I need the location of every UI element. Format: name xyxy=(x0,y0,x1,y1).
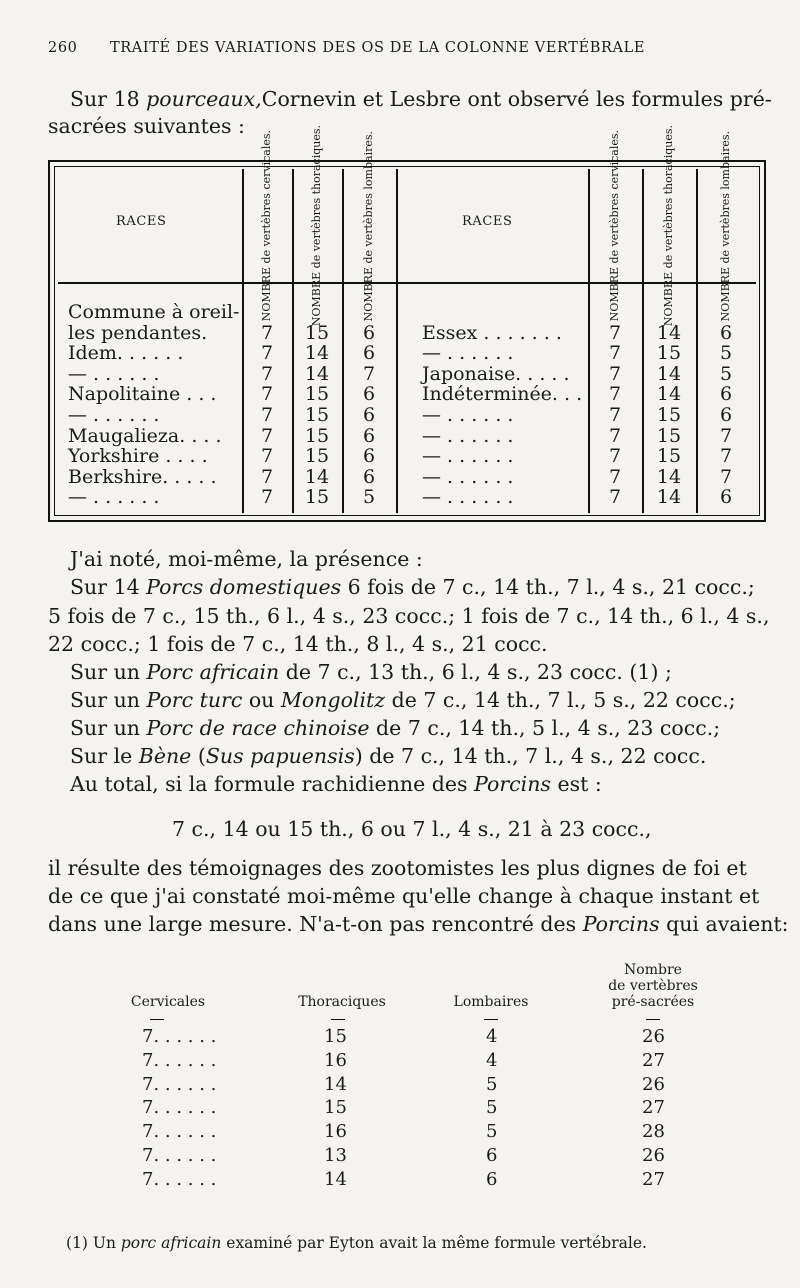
thoraciques-cell: 16 xyxy=(324,1121,347,1143)
race-name: les pendantes. xyxy=(68,321,208,344)
nombre-cell: 27 xyxy=(642,1168,665,1190)
cervicales-value: 7 xyxy=(260,342,274,365)
race-name: Essex . . . . . . . xyxy=(422,321,562,344)
race-name: — . . . . . . xyxy=(422,404,514,426)
thoraciques-cell: 14 xyxy=(324,1073,347,1095)
race-name: Idem. . . . . . xyxy=(68,342,184,365)
lombaires-value: 5 xyxy=(719,362,733,385)
nombre-cell: 26 xyxy=(642,1026,665,1047)
thoraciques-cell: 15 xyxy=(324,1097,347,1119)
cervicales-cell: 7. . . . . . xyxy=(142,1049,217,1071)
text-line: J'ai noté, moi-même, la présence : xyxy=(70,547,423,571)
text-line: Sur 14 Porcs domestiques 6 fois de 7 c., 14 th., 7 l., 4 s., 21 cocc.; xyxy=(70,575,755,599)
cervicales-cell: 7. . . . . . xyxy=(142,1097,217,1119)
lombaires-cell: 4 xyxy=(486,1026,498,1047)
lombaires-cell: 4 xyxy=(486,1049,498,1071)
nombre-cell: 27 xyxy=(642,1097,665,1119)
cervicales-cell: 7. . . . . . xyxy=(142,1145,217,1166)
lombaires-cell: 5 xyxy=(486,1097,498,1119)
nombre-cell: 27 xyxy=(642,1049,665,1071)
col-lombaires-header: Lombaires xyxy=(453,994,529,1010)
header-rule xyxy=(396,282,588,284)
race-name: Indéterminée. . . xyxy=(422,383,583,406)
lombaires-value: 6 xyxy=(362,424,376,447)
lombaires-value: 6 xyxy=(362,465,376,488)
lombaires-value: 7 xyxy=(362,362,376,385)
race-name: Berkshire. . . . . xyxy=(68,465,217,488)
lombaires-value: 6 xyxy=(719,321,733,344)
cervicales-value: 7 xyxy=(260,321,274,344)
thoraciques-cell: 16 xyxy=(324,1049,347,1071)
text-line: Sur un Porc turc ou Mongolitz de 7 c., 14 th., 7 l., 5 s., 22 cocc.; xyxy=(70,688,736,712)
cervicales-value: 7 xyxy=(260,465,274,488)
thoraciques-value: 14 xyxy=(304,465,330,488)
lombaires-value: 6 xyxy=(362,404,376,426)
formula: 7 c., 14 ou 15 th., 6 ou 7 l., 4 s., 21 à 23 cocc., xyxy=(172,817,652,841)
running-header xyxy=(48,40,768,56)
thoraciques-value: 15 xyxy=(656,342,682,365)
lombaires-header: NOMBRE de vertèbres lombaires. xyxy=(719,130,732,322)
thoraciques-value: 15 xyxy=(656,424,682,447)
thoraciques-cell: 15 xyxy=(324,1026,347,1047)
race-name: — . . . . . . xyxy=(68,486,160,509)
cervicales-value: 7 xyxy=(260,424,274,447)
text-line: Sur le Bène (Sus papuensis) de 7 c., 14 th., 7 l., 4 s., 22 cocc. xyxy=(70,744,707,768)
text-line: Au total, si la formule rachidienne des Porcins est : xyxy=(70,772,602,796)
race-name: Napolitaine . . . xyxy=(68,383,217,406)
lombaires-value: 5 xyxy=(719,342,733,365)
cervicales-header: NOMBRE de vertèbres cervicales. xyxy=(608,130,621,322)
thoraciques-value: 14 xyxy=(656,362,682,385)
lombaires-value: 6 xyxy=(362,321,376,344)
cervicales-value: 7 xyxy=(608,445,622,468)
race-name: — . . . . . . xyxy=(422,445,514,468)
race-name: Maugalieza. . . . xyxy=(68,424,222,447)
cervicales-header: NOMBRE de vertèbres cervicales. xyxy=(260,130,273,322)
cervicales-value: 7 xyxy=(608,486,622,509)
thoraciques-value: 15 xyxy=(304,404,330,426)
lombaires-value: 6 xyxy=(362,445,376,468)
race-name: — . . . . . . xyxy=(422,424,514,447)
thoraciques-value: 15 xyxy=(304,486,330,509)
race-name: — . . . . . . xyxy=(68,362,160,385)
cervicales-cell: 7. . . . . . xyxy=(142,1026,217,1047)
intro-line-2: sacrées suivantes : xyxy=(48,114,245,138)
thoraciques-header: NOMBRE de vertèbres thoraciques. xyxy=(662,125,675,327)
dash xyxy=(331,1019,345,1020)
nombre-cell: 26 xyxy=(642,1145,665,1166)
nombre-cell: 26 xyxy=(642,1073,665,1095)
race-name: Yorkshire . . . . xyxy=(68,445,208,468)
lombaires-value: 6 xyxy=(719,383,733,406)
lombaires-cell: 6 xyxy=(486,1145,498,1166)
lombaires-value: 5 xyxy=(362,486,376,509)
col-cervicales-header: Cervicales xyxy=(130,994,206,1010)
cervicales-cell: 7. . . . . . xyxy=(142,1073,217,1095)
lombaires-header: NOMBRE de vertèbres lombaires. xyxy=(362,130,375,322)
race-name: — . . . . . . xyxy=(422,342,514,365)
text-line: Sur un Porc africain de 7 c., 13 th., 6 l., 4 s., 23 cocc. (1) ; xyxy=(70,660,672,684)
races-header-left: RACES xyxy=(116,214,167,229)
race-name: — . . . . . . xyxy=(68,404,160,426)
cervicales-value: 7 xyxy=(608,465,622,488)
thoraciques-value: 15 xyxy=(304,424,330,447)
thoraciques-cell: 14 xyxy=(324,1168,347,1190)
text-line: 22 cocc.; 1 fois de 7 c., 14 th., 8 l., 4 s., 21 cocc. xyxy=(48,632,548,656)
cervicales-value: 7 xyxy=(608,383,622,406)
thoraciques-value: 15 xyxy=(304,445,330,468)
text-line: 5 fois de 7 c., 15 th., 6 l., 4 s., 23 cocc.; 1 fois de 7 c., 14 th., 6 l., 4 s., xyxy=(48,604,770,628)
lombaires-value: 7 xyxy=(719,445,733,468)
cervicales-value: 7 xyxy=(260,486,274,509)
lombaires-cell: 5 xyxy=(486,1121,498,1143)
lombaires-value: 6 xyxy=(719,486,733,509)
thoraciques-value: 15 xyxy=(304,383,330,406)
races-header-right: RACES xyxy=(462,214,513,229)
cervicales-value: 7 xyxy=(260,362,274,385)
cervicales-cell: 7. . . . . . xyxy=(142,1168,217,1190)
dash xyxy=(646,1019,660,1020)
lombaires-value: 7 xyxy=(719,465,733,488)
cervicales-value: 7 xyxy=(260,383,274,406)
thoraciques-header: NOMBRE de vertèbres thoraciques. xyxy=(310,125,323,327)
col-nombre-header: Nombre de vertèbres pré-sacrées xyxy=(608,962,698,1010)
dash xyxy=(150,1019,164,1020)
lombaires-value: 7 xyxy=(719,424,733,447)
lombaires-value: 6 xyxy=(362,342,376,365)
text-line: dans une large mesure. N'a-t-on pas rencontré des Porcins qui avaient: xyxy=(48,912,789,936)
thoraciques-cell: 13 xyxy=(324,1145,347,1166)
lombaires-value: 6 xyxy=(719,404,733,426)
nombre-cell: 28 xyxy=(642,1121,665,1143)
dash xyxy=(484,1019,498,1020)
col-thoraciques-header: Thoraciques xyxy=(298,994,386,1010)
text-line: il résulte des témoignages des zootomistes les plus dignes de foi et xyxy=(48,856,747,880)
cervicales-value: 7 xyxy=(260,404,274,426)
race-name: — . . . . . . xyxy=(422,486,514,509)
intro-line-1: Sur 18 pourceaux,Cornevin et Lesbre ont observé les formules pré- xyxy=(70,87,772,111)
cervicales-cell: 7. . . . . . xyxy=(142,1121,217,1143)
text-line: Sur un Porc de race chinoise de 7 c., 14 th., 5 l., 4 s., 23 cocc.; xyxy=(70,716,721,740)
cervicales-value: 7 xyxy=(608,404,622,426)
thoraciques-value: 14 xyxy=(656,321,682,344)
cervicales-value: 7 xyxy=(260,445,274,468)
thoraciques-value: 14 xyxy=(304,362,330,385)
text-line: de ce que j'ai constaté moi-même qu'elle change à chaque instant et xyxy=(48,884,760,908)
lombaires-cell: 6 xyxy=(486,1168,498,1190)
thoraciques-value: 15 xyxy=(656,404,682,426)
thoraciques-value: 14 xyxy=(304,342,330,365)
thoraciques-value: 14 xyxy=(656,465,682,488)
cervicales-value: 7 xyxy=(608,321,622,344)
running-title: TRAITÉ DES VARIATIONS DES OS DE LA COLONNE VERTÉBRALE xyxy=(110,40,646,56)
thoraciques-value: 14 xyxy=(656,486,682,509)
page-number: 260 xyxy=(48,40,78,56)
race-name: — . . . . . . xyxy=(422,465,514,488)
thoraciques-value: 15 xyxy=(304,321,330,344)
lombaires-value: 6 xyxy=(362,383,376,406)
col-divider xyxy=(396,169,398,513)
lombaires-cell: 5 xyxy=(486,1073,498,1095)
cervicales-value: 7 xyxy=(608,342,622,365)
race-name: Commune à oreil- xyxy=(68,301,240,323)
cervicales-value: 7 xyxy=(608,424,622,447)
footnote: (1) Un porc africain examiné par Eyton avait la même formule vertébrale. xyxy=(66,1234,647,1252)
cervicales-value: 7 xyxy=(608,362,622,385)
thoraciques-value: 14 xyxy=(656,383,682,406)
race-name: Japonaise. . . . . xyxy=(422,362,570,385)
thoraciques-value: 15 xyxy=(656,445,682,468)
header-rule xyxy=(58,282,242,284)
